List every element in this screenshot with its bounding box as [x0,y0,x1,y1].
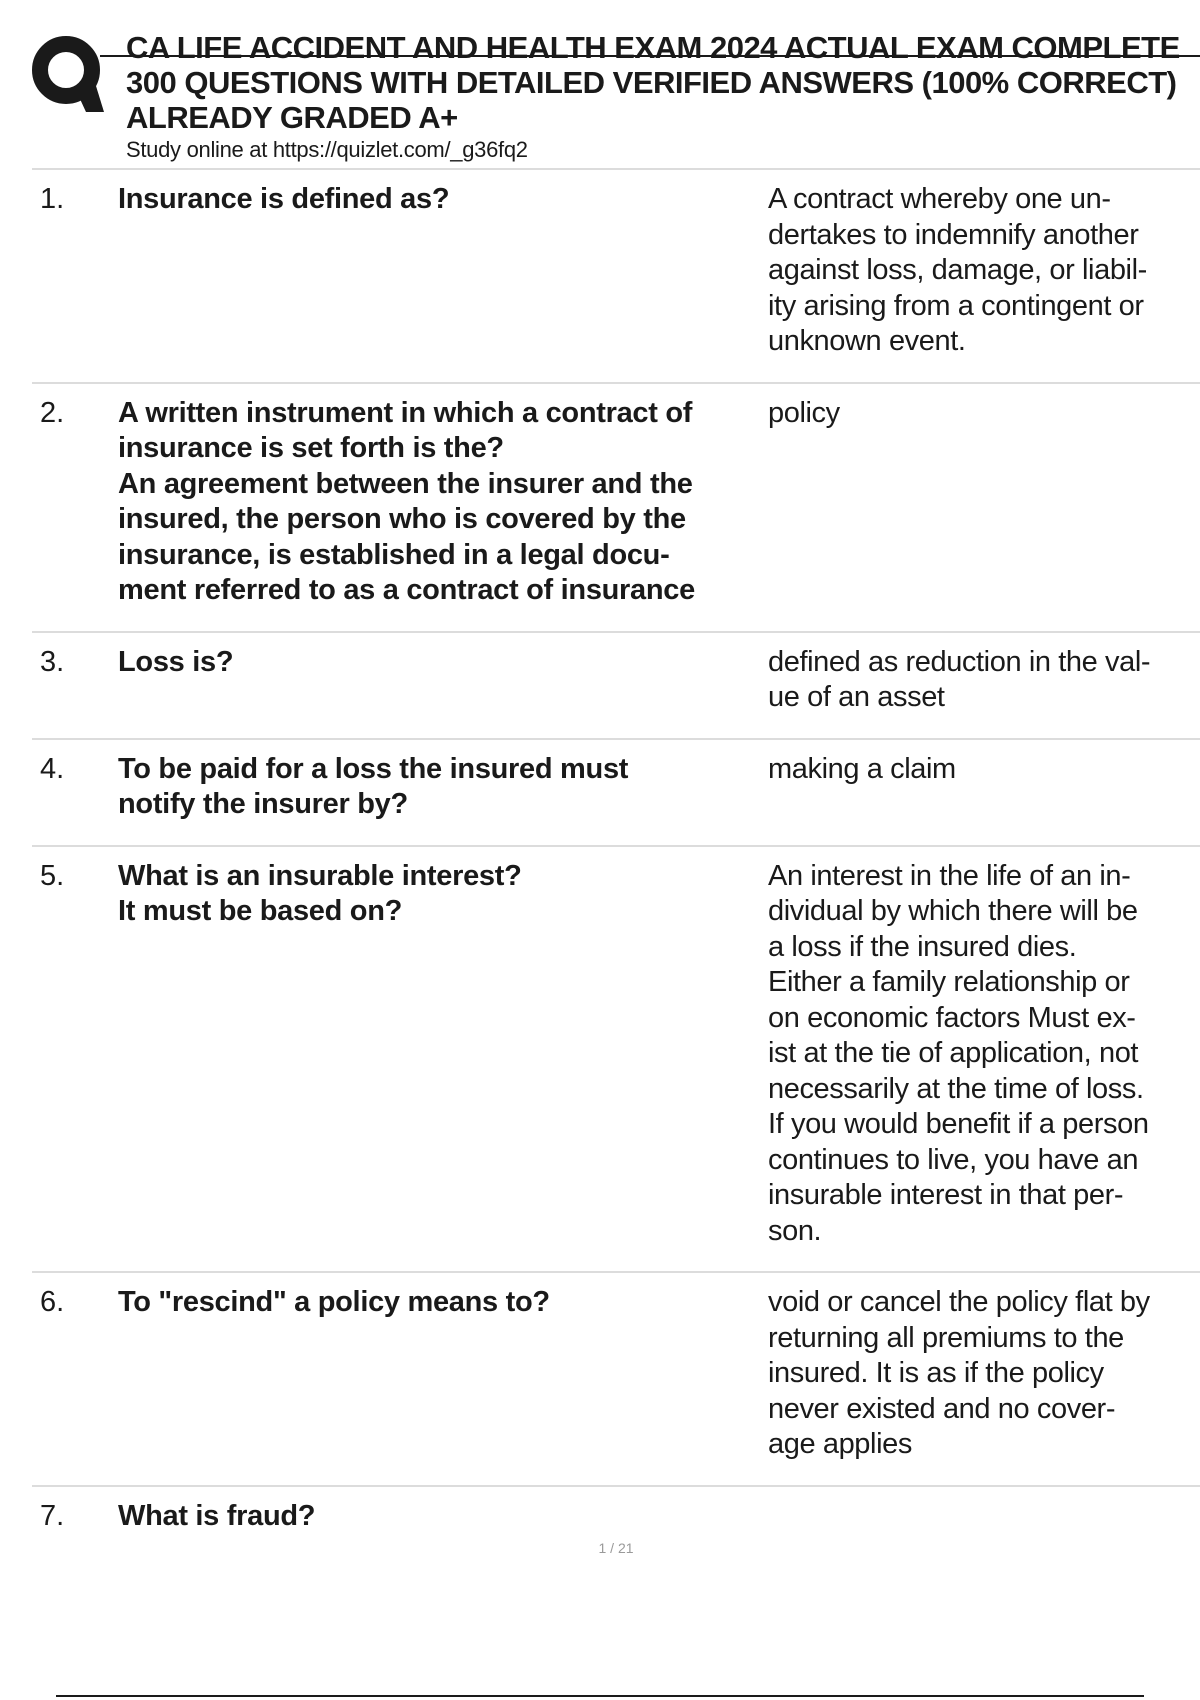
question-number: 4. [40,752,65,785]
question-text: Loss is? [118,645,234,678]
question-text: To be paid for a loss the insured must notify the insurer by? [118,752,629,820]
question-text: What is fraud? [118,1499,316,1532]
question-number: 3. [40,645,65,678]
title-line-1: CA LIFE ACCIDENT AND HEALTH EXAM 2024 ACTUAL EXAM COMPLETE [126,30,1180,65]
answer-text: policy [768,396,840,429]
question-text: A written instrument in which a contract of insurance is set forth is the? An agreement between the insurer and the insured, the person who is covered by the insurance, is established in a legal docu- ment referred to as a contract of insurance [118,396,695,606]
title-line-2: 300 QUESTIONS WITH DETAILED VERIFIED ANSWERS (100% CORRECT) [126,65,1177,100]
qa-row-1 [32,168,1200,382]
answer-text: A contract whereby one un- dertakes to indemnify another against loss, damage, or liabil- ity arising from a contingent or unknown event. [768,183,1147,357]
question-text: What is an insurable interest? It must be based on? [118,859,522,927]
answer-text: void or cancel the policy flat by returning all premiums to the insured. It is as if the policy never existed and no cover- age applies [768,1286,1150,1460]
qa-row-4 [32,738,1200,845]
document-title [126,30,1200,163]
qa-table [32,168,1200,1534]
question-number: 2. [40,396,65,429]
answer-text: An interest in the life of an in- dividual by which there will be a loss if the insured dies. Either a family relationship or on economic factors Must ex- ist at the tie of application, not necessarily at the time of loss. If you would benefit if a person continues to live, you have an insurable interest in that per- son. [768,859,1149,1247]
question-number: 1. [40,183,65,215]
question-text: Insurance is defined as? [118,183,450,215]
question-number: 6. [40,1286,65,1318]
qa-row-6 [32,1271,1200,1485]
qa-row-5 [32,845,1200,1272]
answer-text: making a claim [768,752,956,785]
quizlet-q-logo-icon [30,34,106,114]
footer-rule [56,1695,1144,1697]
answer-text [768,1499,1198,1535]
title-line-3: ALREADY GRADED A+ [126,100,458,135]
question-number: 5. [40,859,65,892]
document-header [0,0,1200,170]
study-online-link[interactable]: Study online at https://quizlet.com/_g36fq2 [126,137,528,162]
answer-text: defined as reduction in the val- ue of an asset [768,645,1151,713]
page-number: 1 / 21 [598,1540,634,1556]
qa-row-7 [32,1485,1200,1535]
qa-row-2 [32,382,1200,631]
qa-row-3 [32,631,1200,738]
question-number: 7. [40,1499,65,1532]
question-text: To "rescind" a policy means to? [118,1286,550,1318]
